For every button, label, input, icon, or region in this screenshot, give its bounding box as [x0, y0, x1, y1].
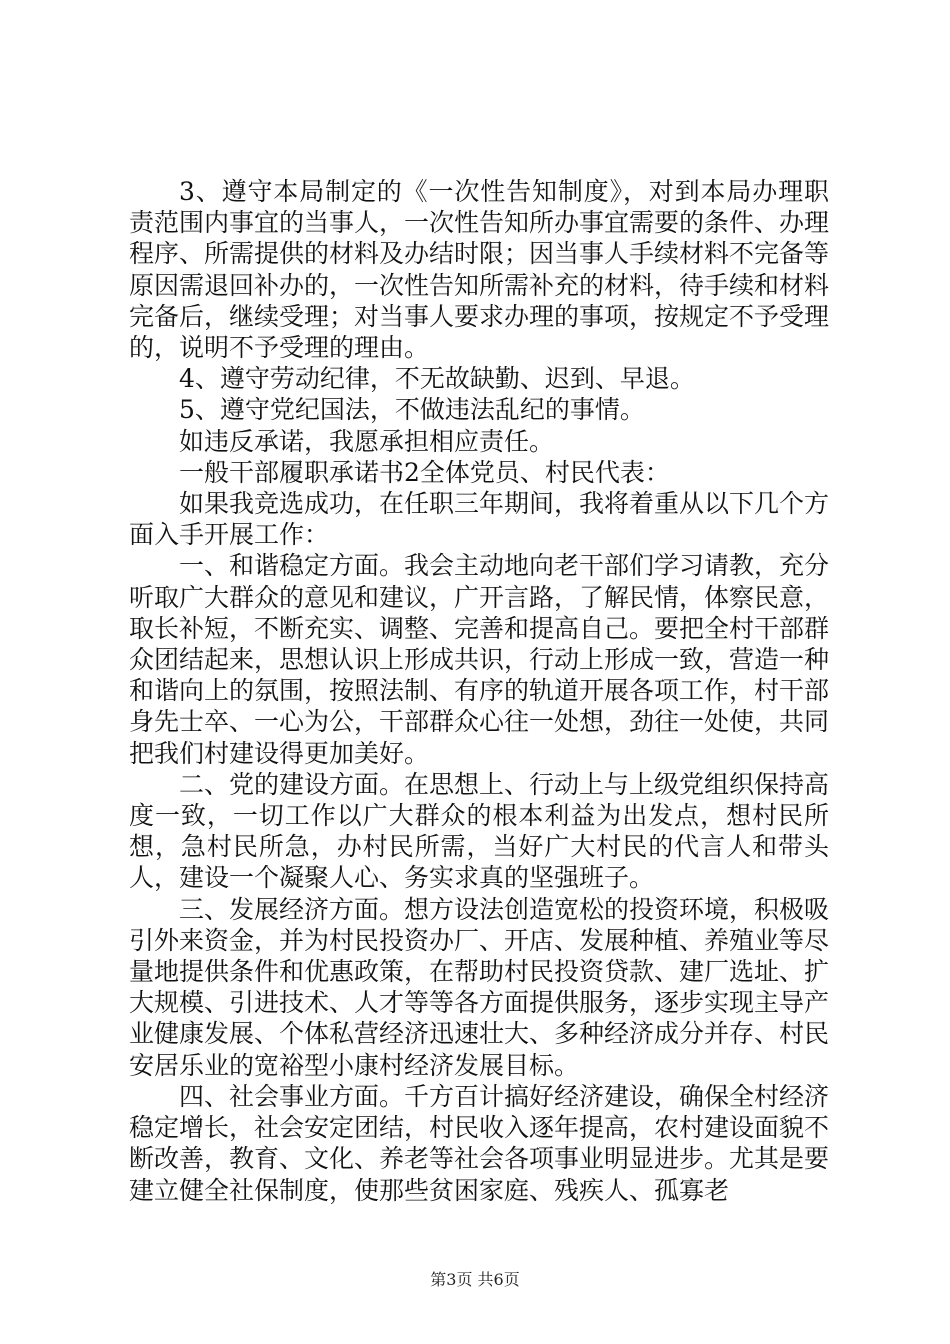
document-body: [129, 176, 829, 1206]
paragraph-commitment-3: 3、遵守本局制定的《一次性告知制度》，对到本局办理职责范围内事宜的当事人，一次性告知所办事宜需要的条件、办理程序、所需提供的材料及办结时限；因当事人手续材料不完备等原因需退回补办的，一次性告知所需补充的材料，待手续和材料完备后，继续受理；对当事人要求办理的事项，按规定不予受理的，说明不予受理的理由。: [129, 177, 830, 363]
paragraph-social-affairs: 四、社会事业方面。千方百计搞好经济建设，确保全村经济稳定增长，社会安定团结，村民收入逐年提高，农村建设面貌不断改善，教育、文化、养老等社会各项事业明显进步。尤其是要建立健全社保制度，使那些贫困家庭、残疾人、孤寡老: [129, 1081, 830, 1205]
page-footer: [0, 1270, 950, 1290]
paragraph-commitment-5: 5、遵守党纪国法，不做违法乱纪的事情。: [179, 395, 645, 425]
paragraph-responsibility: 如违反承诺，我愿承担相应责任。: [179, 426, 555, 456]
paragraph-harmony-stability: 一、和谐稳定方面。我会主动地向老干部们学习请教，充分听取广大群众的意见和建议，广开言路，了解民情，体察民意，取长补短，不断充实、调整、完善和提高自己。要把全村干部群众团结起来，思想认识上形成共识，行动上形成一致，营造一种和谐向上的氛围，按照法制、有序的轨道开展各项工作，村干部身先士卒、一心为公，干部群众心往一处想，劲往一处使，共同把我们村建设得更加美好。: [129, 551, 830, 768]
paragraph-party-building: 二、党的建设方面。在思想上、行动上与上级党组织保持高度一致，一切工作以广大群众的根本利益为出发点，想村民所想，急村民所急，办村民所需，当好广大村民的代言人和带头人，建设一个凝聚人心、务实求真的坚强班子。: [129, 769, 830, 893]
paragraph-commitment-4: 4、遵守劳动纪律，不无故缺勤、迟到、早退。: [179, 364, 695, 394]
page-number-label: 第3页 共6页: [430, 1270, 520, 1289]
paragraph-second-letter-heading: 一般干部履职承诺书2全体党员、村民代表：: [179, 457, 670, 487]
paragraph-economic-development: 三、发展经济方面。想方设法创造宽松的投资环境，积极吸引外来资金，并为村民投资办厂、开店、发展种植、养殖业等尽量地提供条件和优惠政策，在帮助村民投资贷款、建厂选址、扩大规模、引进技术、人才等等各方面提供服务，逐步实现主导产业健康发展、个体私营经济迅速壮大、多种经济成分并存、村民安居乐业的宽裕型小康村经济发展目标。: [129, 894, 830, 1080]
paragraph-intro: 如果我竞选成功，在任职三年期间，我将着重从以下几个方面入手开展工作：: [129, 489, 830, 550]
